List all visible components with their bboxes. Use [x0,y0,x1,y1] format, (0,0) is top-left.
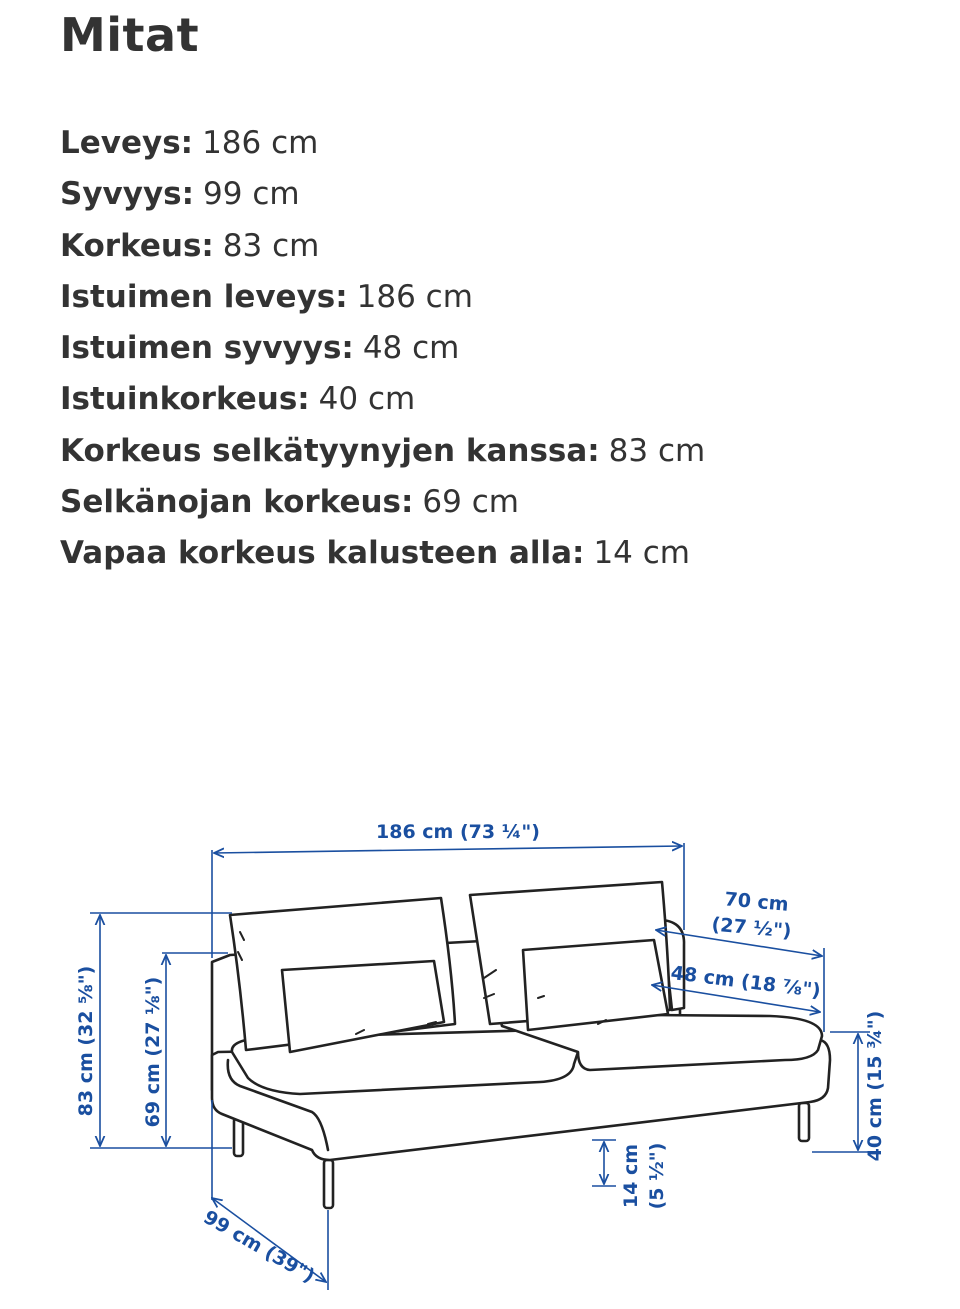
spec-label: Istuimen leveys: [60,278,348,315]
throw-pillow-right [523,940,668,1030]
spec-label: Istuinkorkeus: [60,381,310,418]
spec-label: Leveys: [60,125,194,161]
spec-label: Vapaa korkeus kalusteen alla: [60,535,585,572]
page-title: Mitat [60,8,200,62]
spec-label: Syvyys: [60,176,195,213]
spec-value: 99 cm [203,176,300,213]
spec-value: 40 cm [318,381,416,418]
width-dimension-label: 186 cm (73 ¼") [376,821,540,843]
depth-dimension-label: 99 cm (39") [199,1206,319,1288]
spec-value: 83 cm [608,432,706,469]
spec-value: 48 cm [362,330,460,367]
spec-label: Korkeus: [60,227,214,264]
sofa-leg [234,1118,243,1156]
clearance-label: 14 cm [620,1143,642,1209]
height-dimension-label: 83 cm (32 ⅝") [75,965,97,1117]
sofa-leg [324,1160,333,1208]
sofa-leg [799,1103,809,1141]
back-height-label: 69 cm (27 ⅛") [142,976,164,1128]
spec-label: Selkänojan korkeus: [60,484,414,521]
spec-label: Istuimen syvyys: [60,330,354,367]
spec-value: 69 cm [422,484,519,521]
spec-label: Korkeus selkätyynyjen kanssa: [60,432,600,469]
armrest-depth-label: 70 cm [723,888,790,916]
spec-value: 186 cm [202,125,319,161]
clearance-inch-label: (5 ½") [646,1142,668,1210]
spec-value: 83 cm [222,227,320,264]
armrest-depth-inch-label: (27 ½") [710,913,793,943]
seat-depth-label: 48 cm (18 ⅞") [669,961,822,1003]
spec-value: 186 cm [356,278,473,315]
seat-height-label: 40 cm (15 ¾") [864,1010,886,1162]
spec-value: 14 cm [593,535,690,572]
